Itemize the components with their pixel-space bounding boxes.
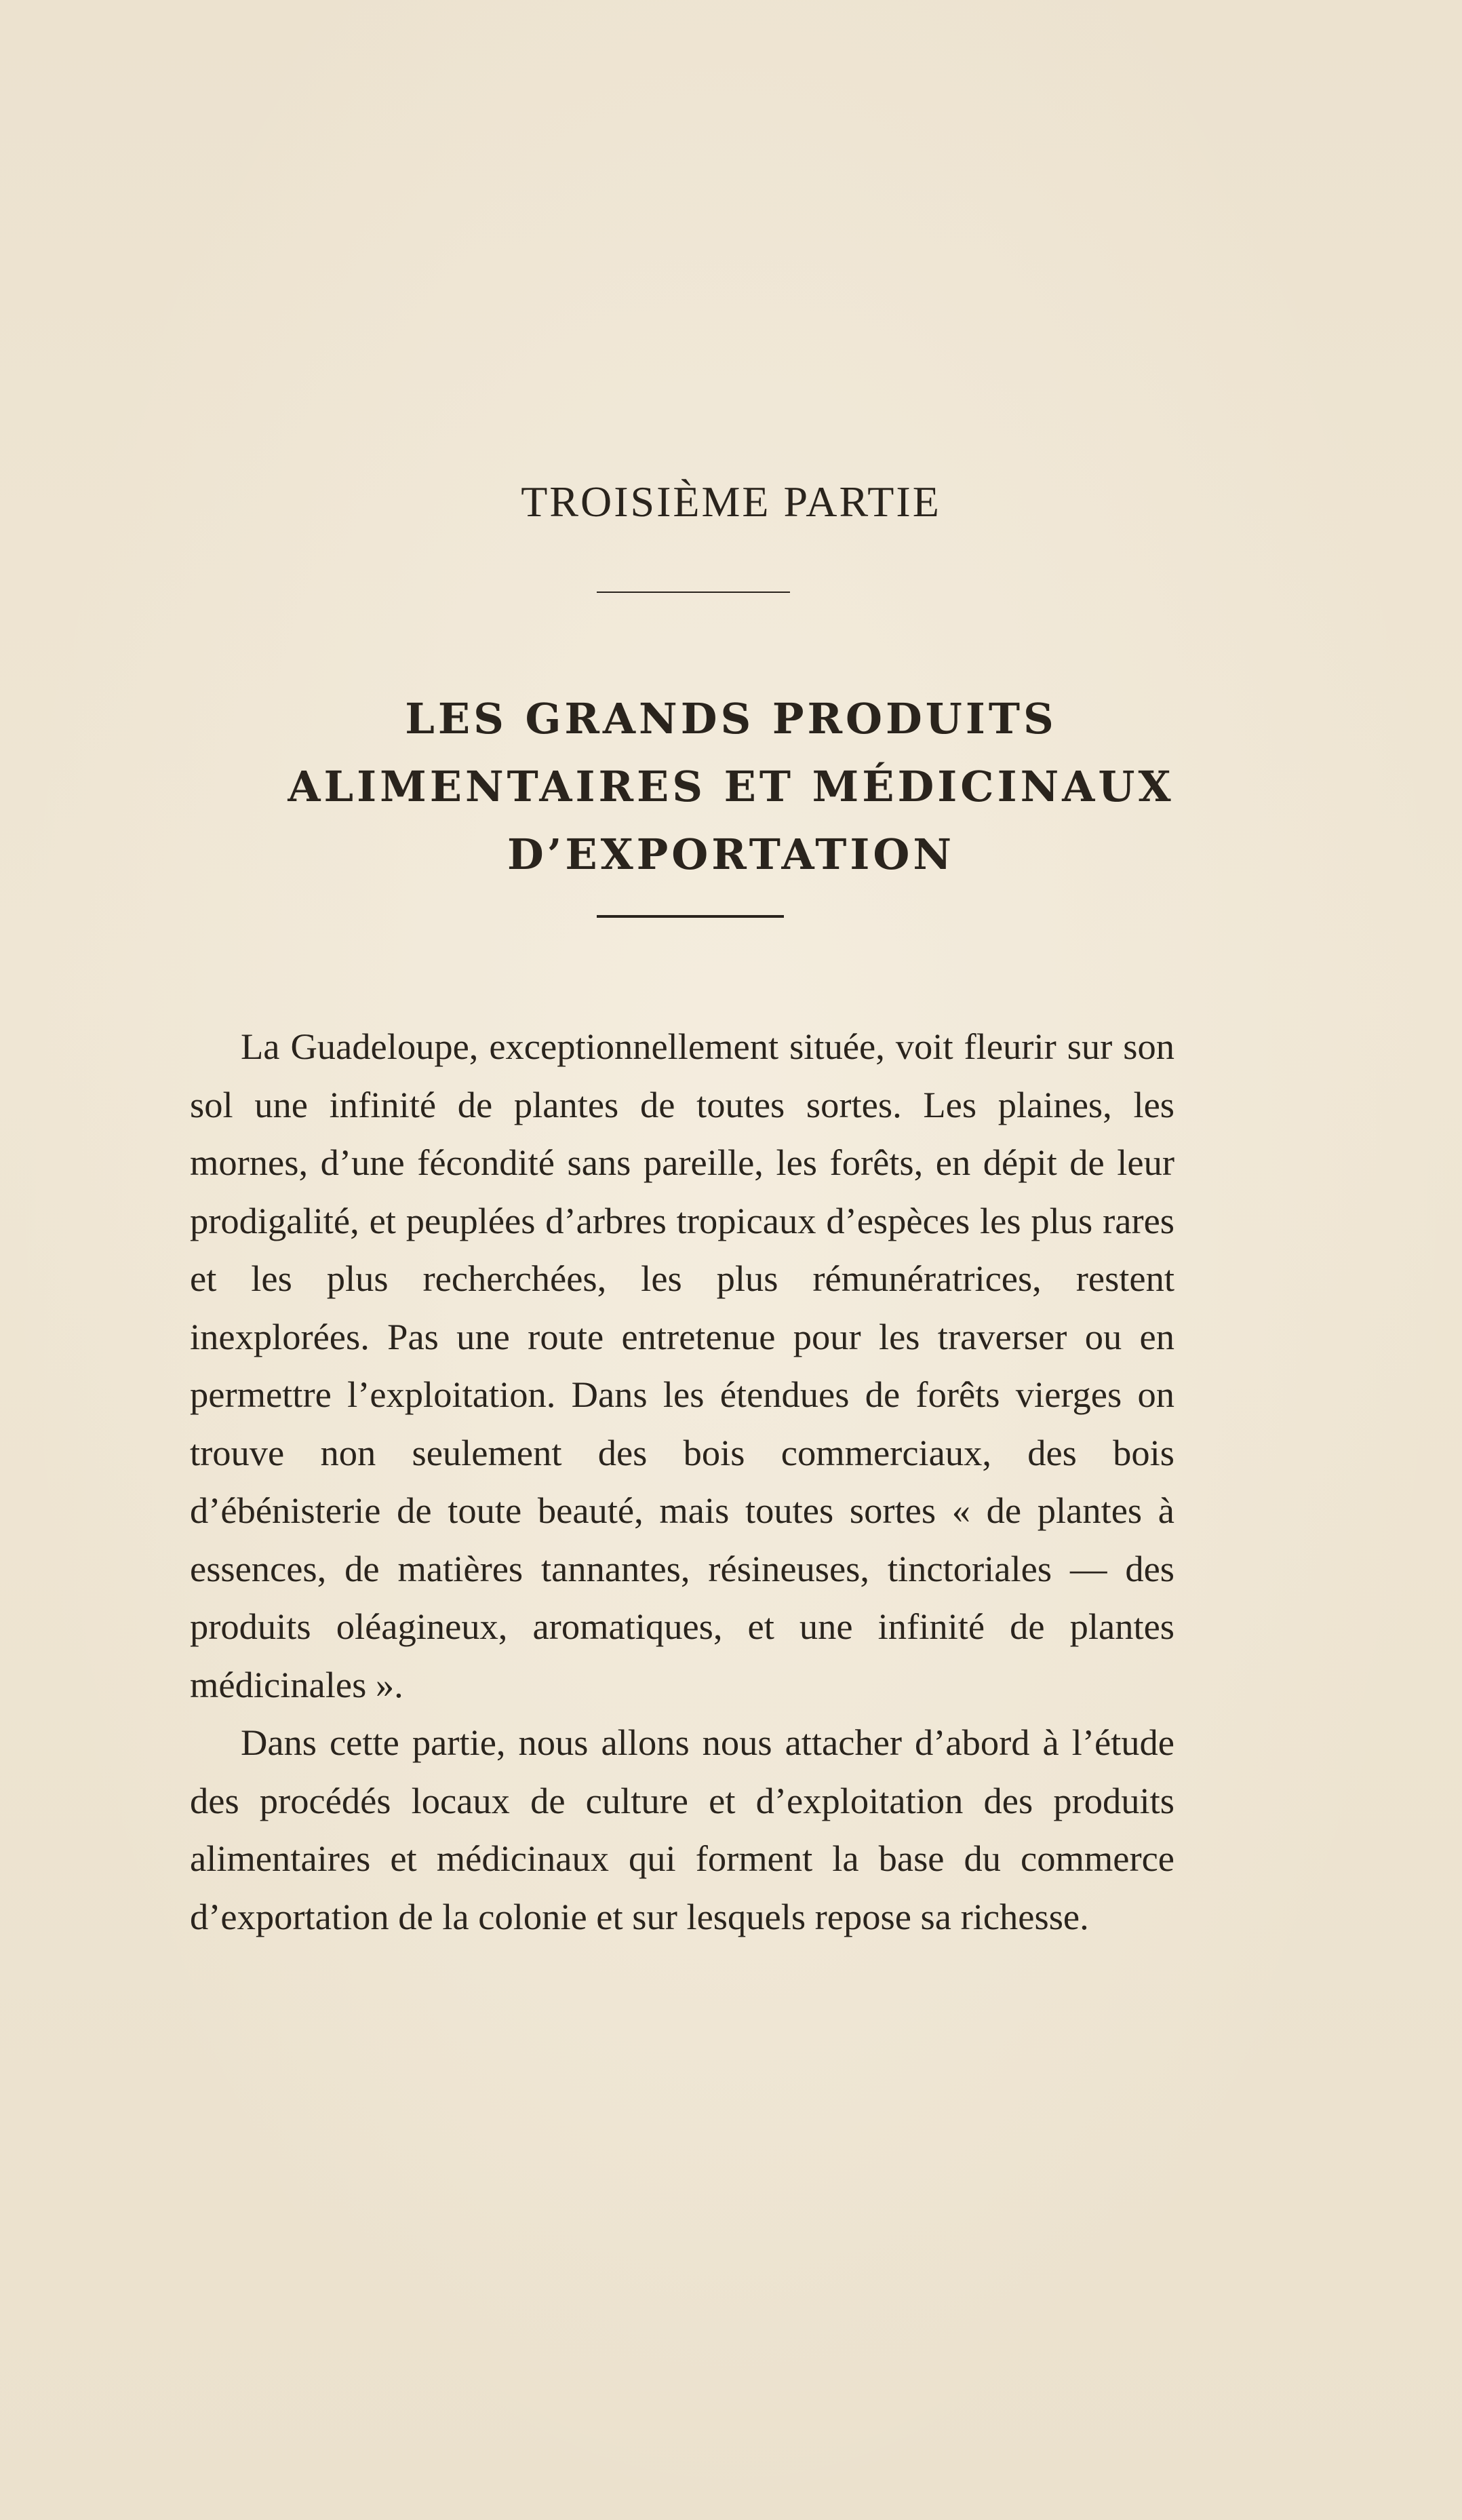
part-heading: TROISIÈME PARTIE (521, 478, 941, 526)
body-text (190, 1017, 1174, 1945)
divider-rule (597, 592, 790, 593)
chapter-title-line: LES GRANDS PRODUITS (405, 694, 1057, 743)
paragraph: Dans cette partie, nous allons nous attacher d’abord à l’étude des procédés locaux de culture et d’exploitation des produits alimentaires et médicinaux qui forment la base du commerce d’exportation de la colonie et sur lesquels repose sa richesse. (190, 1722, 1174, 1937)
chapter-title-line: D’EXPORTATION (507, 830, 955, 879)
divider-rule (597, 915, 784, 918)
chapter-title (0, 685, 1462, 889)
chapter-title-line: ALIMENTAIRES ET MÉDICINAUX (288, 762, 1174, 811)
paragraph: La Guadeloupe, exceptionnellement située, voit fleurir sur son sol une infinité de plantes de toutes sortes. Les plaines, les mornes, d’une fécondité sans pareille, les forêts, en dépit de leur prodigalité, et peuplées d’arbres tropicaux d’espèces les plus rares et les plus recherchées, les plus rémunératrices, restent inexplorées. Pas une route entretenue pour les traverser ou en permettre l’exploitation. Dans les étendues de forêts vierges on trouve non seulement des bois commerciaux, des bois d’ébénisterie de toute beauté, mais toutes sortes « de plantes à essences, de matières tannantes, résineuses, tinctoriales — des produits oléagineux, aromatiques, et une infinité de plantes médicinales ». (190, 1026, 1174, 1705)
